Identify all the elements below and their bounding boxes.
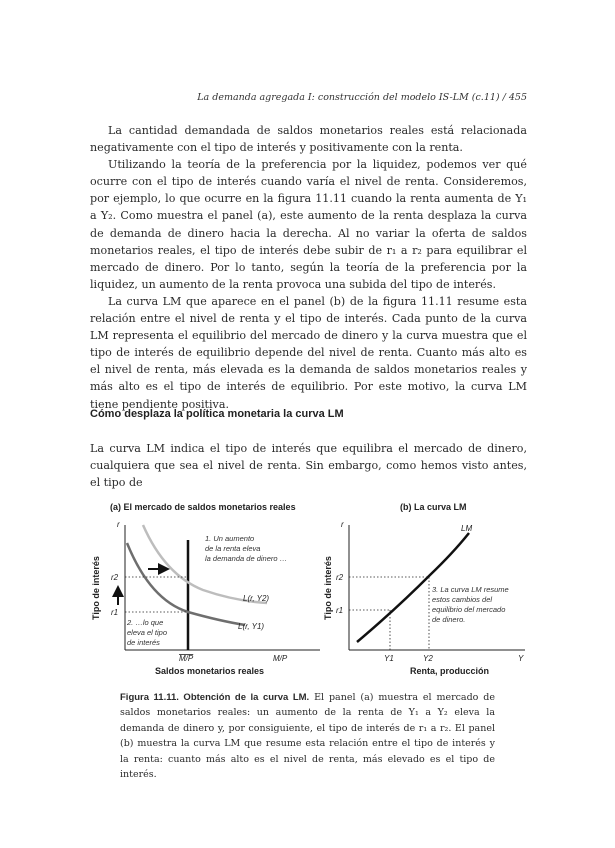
- body-text: [90, 122, 527, 413]
- curve-y1-label: L(r, Y1): [238, 622, 265, 631]
- section-paragraph: La curva LM indica el tipo de interés que equilibra el mercado de dinero, cualquiera que sea el nivel de renta. Sin embargo, como hemos visto antes, el tipo de: [90, 442, 527, 490]
- panel-b-x-label: Renta, producción: [410, 666, 490, 676]
- lm-curve-label: LM: [461, 524, 473, 533]
- paragraph-2: Utilizando la teoría de la preferencia por la liquidez, podemos ver qué ocurre con el tipo de interés cuando varía el nivel de renta. Consideremos, por ejemplo, lo que ocurre en la figura 11.11 cuando la renta aumenta de Y₁ a Y₂. Como muestra el panel (a), este aumento de la renta desplaza la curva de demanda de dinero hacia la derecha. Al no variar la oferta de saldos monetarios reales, el tipo de interés debe subir de r₁ a r₂ para equilibrar el mercado de dinero. Por lo tanto, según la teoría de la preferencia por la liquidez, un aumento de la renta provoca una subida del tipo de interés.: [90, 158, 527, 291]
- running-head: La demanda agregada I: construcción del modelo IS-LM (c.11) / 455: [197, 92, 527, 103]
- money-supply-label: M/P: [179, 654, 194, 663]
- panel-b-r2-label: r2: [336, 573, 344, 582]
- panel-a-x-label: Saldos monetarios reales: [155, 666, 265, 676]
- y1-label: Y1: [384, 654, 394, 663]
- annotation-3: 3. La curva LM resume estos cambios del equilibrio del mercado de dinero.: [432, 585, 509, 624]
- figure-caption: [120, 690, 495, 782]
- figure-11-11: [85, 495, 535, 685]
- panel-b-title: (b) La curva LM: [400, 502, 467, 512]
- panel-a-r-symbol: r: [117, 520, 120, 529]
- y2-label: Y2: [423, 654, 433, 663]
- paragraph-1: La cantidad demandada de saldos monetarios reales está relacionada negativamente con el tipo de interés y positivamente con la renta.: [90, 124, 527, 155]
- panel-a-title: (a) El mercado de saldos monetarios reales: [110, 502, 296, 512]
- section-title: Cómo desplaza la política monetaria la curva LM: [90, 408, 344, 420]
- panel-b-r-symbol: r: [341, 520, 344, 529]
- panel-a-r2-label: r2: [111, 573, 119, 582]
- caption-label: Figura 11.11. Obtención de la curva LM.: [120, 692, 310, 703]
- panel-b-x-symbol: Y: [518, 654, 524, 663]
- panel-a-r1-label: r1: [111, 608, 119, 617]
- annotation-1: 1. Un aumento de la renta eleva la demanda de dinero …: [205, 534, 288, 563]
- panel-b-y-label: Tipo de interés: [323, 556, 333, 620]
- curve-y2-label: L(r, Y2): [243, 594, 270, 603]
- panel-a-x-symbol: M/P: [273, 654, 288, 663]
- panel-b-r1-label: r1: [336, 606, 344, 615]
- paragraph-3: La curva LM que aparece en el panel (b) de la figura 11.11 resume esta relación entre el nivel de renta y el tipo de interés. Cada punto de la curva LM representa el equilibrio del mercado de dinero y la curva muestra que el tipo de interés de equilibrio depende del nivel de renta. Cuanto más alto es el nivel de renta, más elevada es la demanda de saldos monetarios reales y más alto es el tipo de interés de equilibrio. Por este motivo, la curva LM tiene pendiente positiva.: [90, 294, 527, 411]
- section-text: [90, 440, 527, 491]
- annotation-2: 2. …lo que eleva el tipo de interés: [127, 618, 168, 647]
- caption-text: El panel (a) muestra el mercado de saldos monetarios reales: un aumento de la renta de Y₁ a Y₂ eleva la demanda de dinero y, por consiguiente, el tipo de interés de r₁ a r₂. El panel (b) muestra la curva LM que resume esta relación entre el tipo de interés y la renta: cuanto más alto es el nivel de renta, más elevado es el tipo de interés.: [120, 692, 496, 781]
- panel-a-y-label: Tipo de interés: [91, 556, 101, 620]
